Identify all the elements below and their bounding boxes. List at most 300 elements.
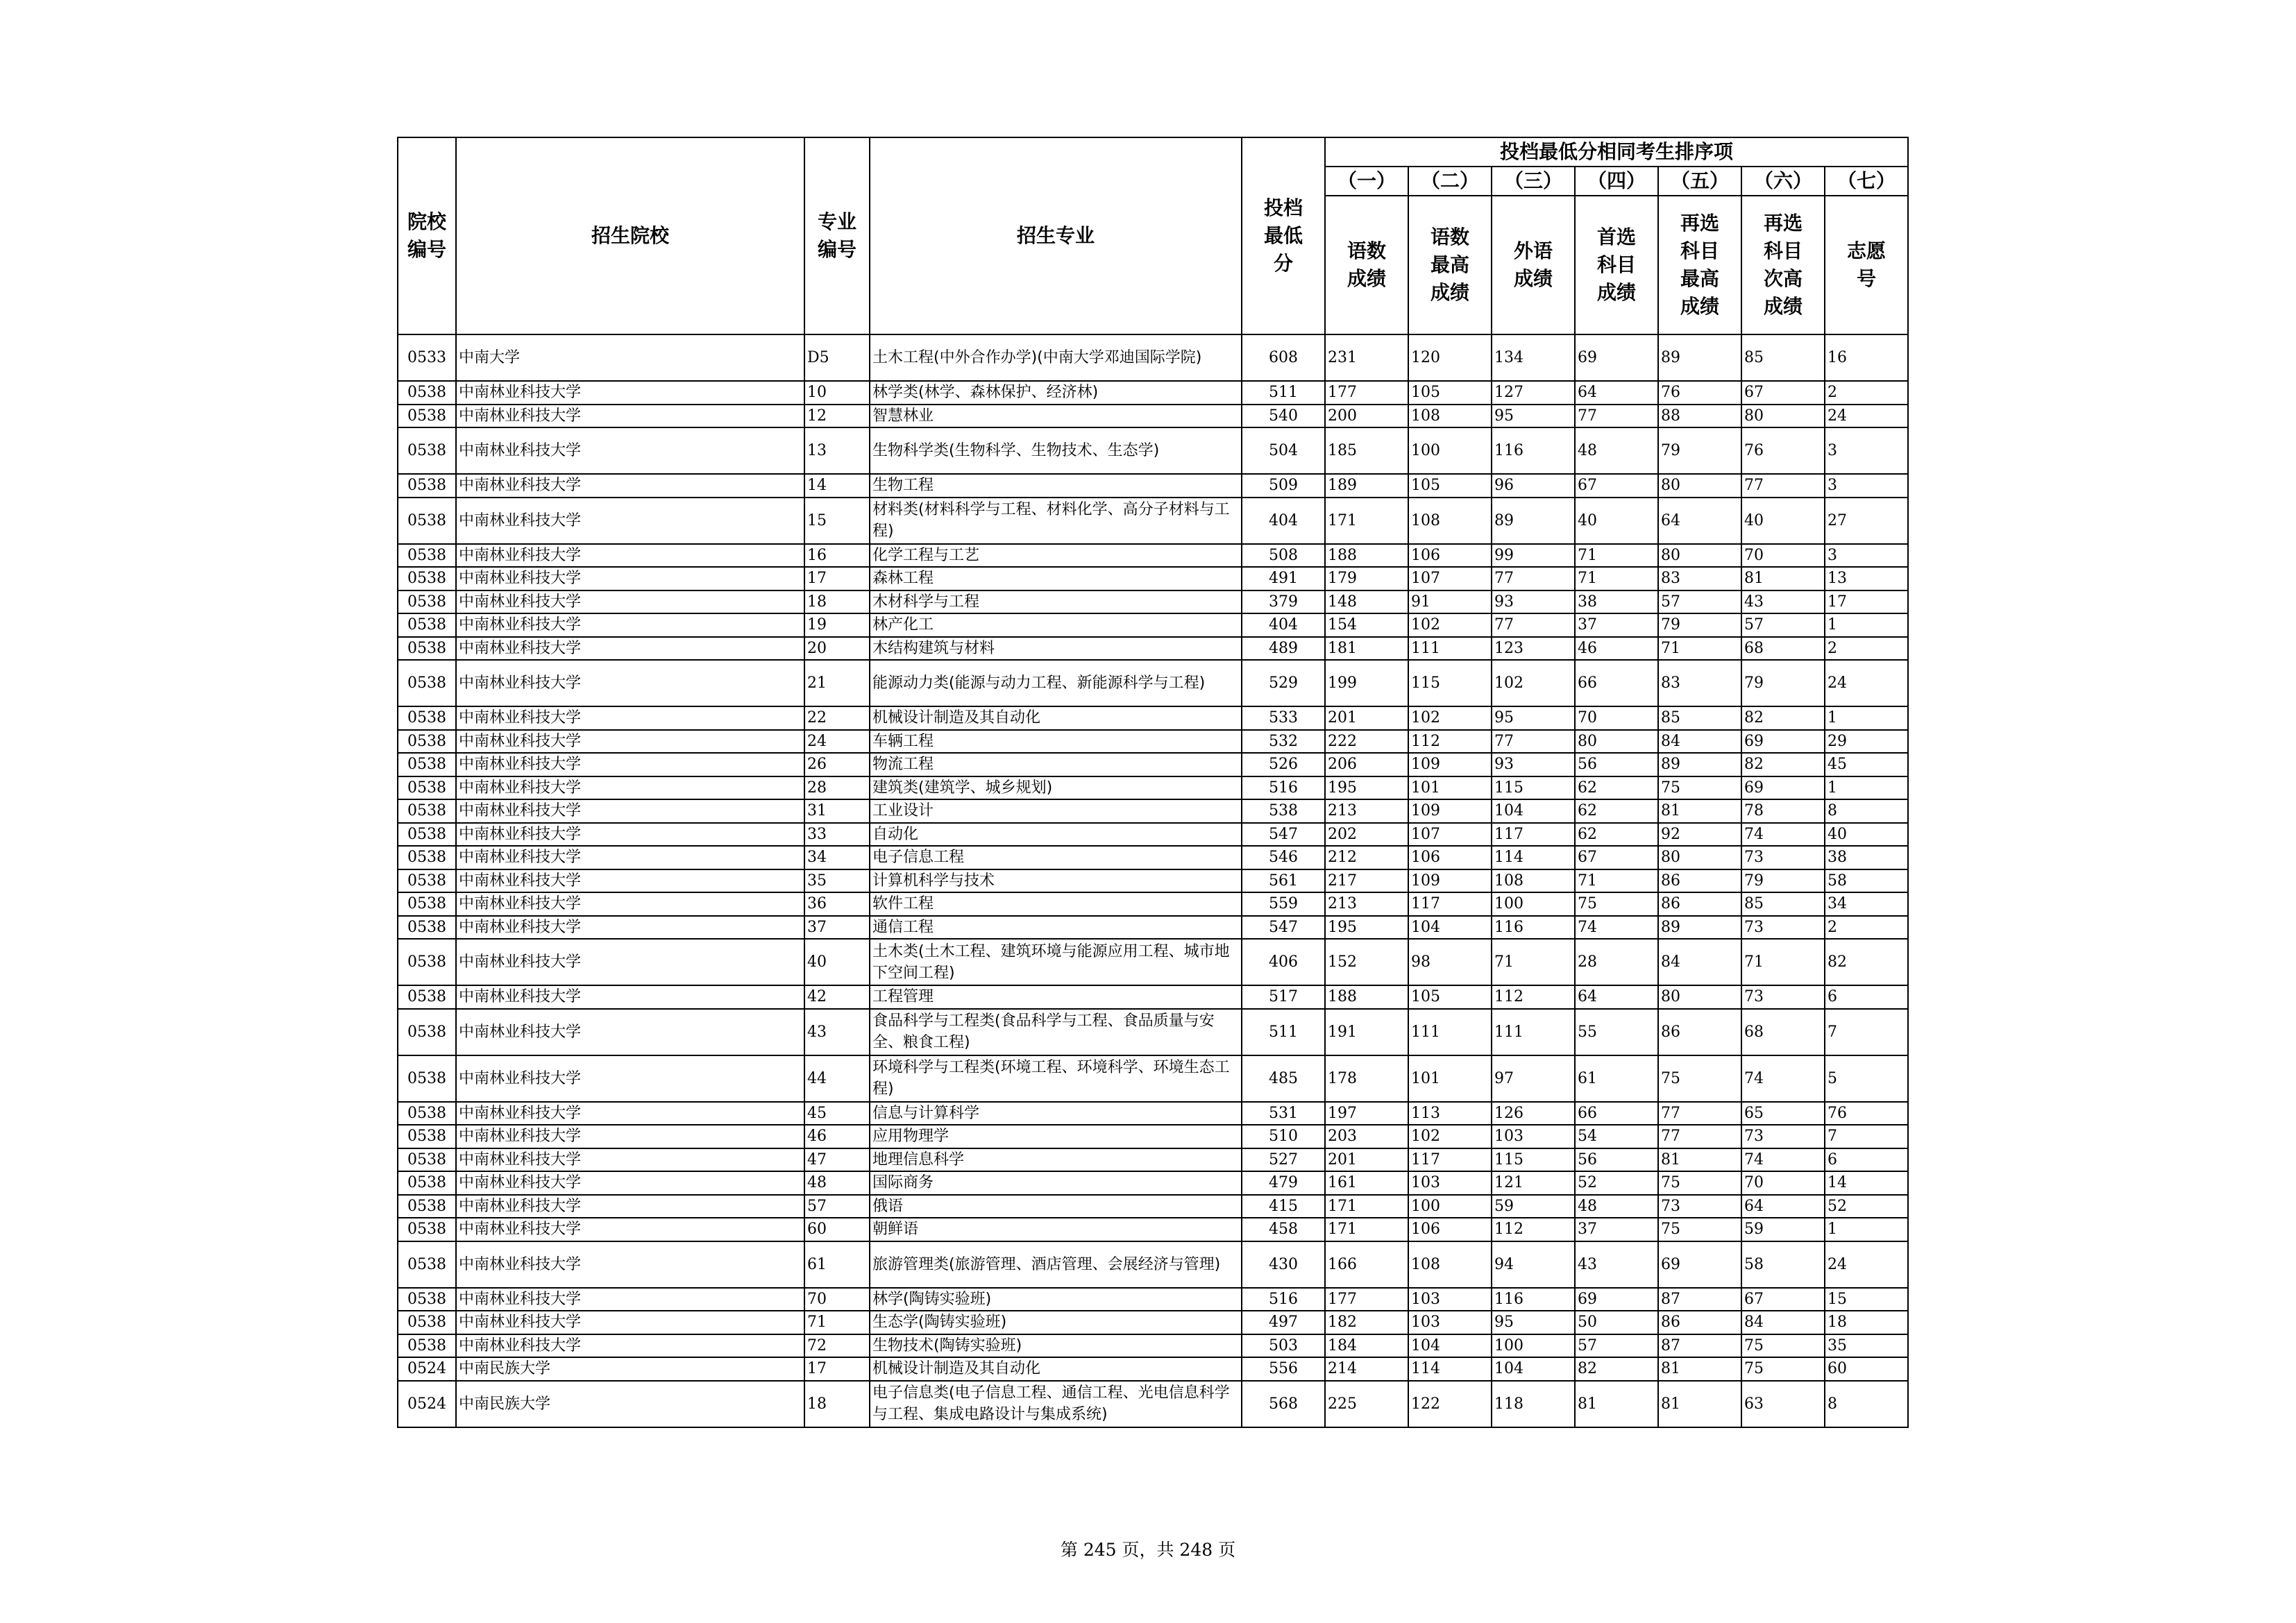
cell-score-waiyu: 108 <box>1492 869 1575 893</box>
cell-score-yushu: 203 <box>1325 1125 1408 1148</box>
cell-wish-number: 14 <box>1825 1171 1908 1195</box>
cell-score-zaixuan-max: 81 <box>1658 1357 1741 1381</box>
cell-score-yushu: 217 <box>1325 869 1408 893</box>
cell-score-waiyu: 102 <box>1492 660 1575 706</box>
cell-score-yushu: 171 <box>1325 1218 1408 1241</box>
cell-wish-number: 18 <box>1825 1311 1908 1334</box>
cell-school-code: 0538 <box>398 1241 456 1288</box>
cell-score-yushu-max: 112 <box>1408 730 1492 754</box>
cell-score-zaixuan-second: 81 <box>1741 567 1825 590</box>
cell-wish-number: 3 <box>1825 544 1908 568</box>
cell-score-yushu: 182 <box>1325 1311 1408 1334</box>
cell-min-score: 489 <box>1242 637 1325 661</box>
cell-score-yushu-max: 102 <box>1408 1125 1492 1148</box>
cell-score-shouxuan: 71 <box>1575 544 1658 568</box>
cell-score-zaixuan-max: 57 <box>1658 590 1741 614</box>
cell-school-name: 中南林业科技大学 <box>456 474 804 498</box>
cell-school-name: 中南林业科技大学 <box>456 1125 804 1148</box>
cell-score-zaixuan-second: 68 <box>1741 637 1825 661</box>
cell-score-yushu: 200 <box>1325 405 1408 428</box>
table-row <box>398 799 1908 823</box>
cell-major-code: 17 <box>804 567 870 590</box>
cell-score-shouxuan: 48 <box>1575 1195 1658 1218</box>
cell-score-waiyu: 123 <box>1492 637 1575 661</box>
cell-score-yushu: 177 <box>1325 381 1408 405</box>
cell-min-score: 547 <box>1242 916 1325 940</box>
header-tie-item: 首选科目成绩 <box>1575 196 1658 334</box>
cell-score-zaixuan-max: 84 <box>1658 730 1741 754</box>
cell-school-name: 中南林业科技大学 <box>456 498 804 544</box>
cell-score-zaixuan-max: 80 <box>1658 985 1741 1009</box>
cell-school-name: 中南林业科技大学 <box>456 1148 804 1172</box>
cell-school-code: 0538 <box>398 939 456 985</box>
cell-score-zaixuan-second: 70 <box>1741 544 1825 568</box>
cell-score-shouxuan: 81 <box>1575 1381 1658 1427</box>
cell-score-yushu-max: 103 <box>1408 1288 1492 1311</box>
cell-wish-number: 35 <box>1825 1334 1908 1358</box>
cell-school-name: 中南民族大学 <box>456 1381 804 1427</box>
cell-major-name: 林学类(林学、森林保护、经济林) <box>870 381 1242 405</box>
cell-score-shouxuan: 38 <box>1575 590 1658 614</box>
cell-wish-number: 3 <box>1825 474 1908 498</box>
table-row <box>398 939 1908 985</box>
cell-score-zaixuan-max: 77 <box>1658 1125 1741 1148</box>
cell-score-yushu-max: 105 <box>1408 474 1492 498</box>
cell-score-zaixuan-max: 75 <box>1658 776 1741 800</box>
cell-score-zaixuan-second: 70 <box>1741 1171 1825 1195</box>
cell-school-name: 中南林业科技大学 <box>456 567 804 590</box>
cell-score-zaixuan-max: 75 <box>1658 1171 1741 1195</box>
cell-score-yushu: 188 <box>1325 544 1408 568</box>
cell-score-yushu-max: 102 <box>1408 706 1492 730</box>
cell-wish-number: 24 <box>1825 1241 1908 1288</box>
cell-school-code: 0538 <box>398 1171 456 1195</box>
cell-score-yushu-max: 105 <box>1408 985 1492 1009</box>
cell-school-code: 0538 <box>398 427 456 474</box>
cell-min-score: 516 <box>1242 776 1325 800</box>
cell-score-zaixuan-second: 59 <box>1741 1218 1825 1241</box>
cell-school-code: 0538 <box>398 1195 456 1218</box>
table-row <box>398 1102 1908 1125</box>
cell-score-yushu-max: 91 <box>1408 590 1492 614</box>
cell-school-name: 中南林业科技大学 <box>456 1009 804 1055</box>
cell-wish-number: 34 <box>1825 892 1908 916</box>
cell-score-zaixuan-max: 84 <box>1658 939 1741 985</box>
cell-score-waiyu: 100 <box>1492 1334 1575 1358</box>
cell-score-yushu: 206 <box>1325 753 1408 776</box>
header-tie-item: 语数成绩 <box>1325 196 1408 334</box>
cell-score-zaixuan-max: 76 <box>1658 381 1741 405</box>
cell-min-score: 504 <box>1242 427 1325 474</box>
cell-score-zaixuan-max: 80 <box>1658 846 1741 869</box>
cell-score-waiyu: 121 <box>1492 1171 1575 1195</box>
cell-major-code: 60 <box>804 1218 870 1241</box>
cell-wish-number: 15 <box>1825 1288 1908 1311</box>
table-row <box>398 706 1908 730</box>
cell-major-code: 12 <box>804 405 870 428</box>
cell-school-name: 中南林业科技大学 <box>456 939 804 985</box>
cell-major-name: 国际商务 <box>870 1171 1242 1195</box>
cell-score-shouxuan: 69 <box>1575 1288 1658 1311</box>
cell-school-name: 中南林业科技大学 <box>456 823 804 847</box>
cell-min-score: 559 <box>1242 892 1325 916</box>
cell-score-yushu-max: 109 <box>1408 799 1492 823</box>
cell-major-code: 36 <box>804 892 870 916</box>
cell-score-zaixuan-max: 89 <box>1658 334 1741 381</box>
cell-major-name: 朝鲜语 <box>870 1218 1242 1241</box>
cell-min-score: 379 <box>1242 590 1325 614</box>
cell-score-waiyu: 97 <box>1492 1055 1575 1102</box>
cell-score-shouxuan: 67 <box>1575 846 1658 869</box>
cell-major-name: 地理信息科学 <box>870 1148 1242 1172</box>
cell-score-yushu: 179 <box>1325 567 1408 590</box>
cell-school-code: 0538 <box>398 544 456 568</box>
cell-score-zaixuan-second: 73 <box>1741 1125 1825 1148</box>
cell-score-yushu-max: 105 <box>1408 381 1492 405</box>
cell-score-yushu-max: 109 <box>1408 753 1492 776</box>
cell-score-waiyu: 126 <box>1492 1102 1575 1125</box>
cell-score-zaixuan-max: 86 <box>1658 892 1741 916</box>
cell-major-code: 61 <box>804 1241 870 1288</box>
cell-score-zaixuan-second: 68 <box>1741 1009 1825 1055</box>
cell-major-name: 智慧林业 <box>870 405 1242 428</box>
cell-score-waiyu: 59 <box>1492 1195 1575 1218</box>
cell-score-zaixuan-second: 67 <box>1741 381 1825 405</box>
cell-score-yushu-max: 108 <box>1408 498 1492 544</box>
cell-score-yushu: 189 <box>1325 474 1408 498</box>
table-row <box>398 1218 1908 1241</box>
cell-min-score: 546 <box>1242 846 1325 869</box>
cell-major-name: 林产化工 <box>870 613 1242 637</box>
cell-score-zaixuan-max: 77 <box>1658 1102 1741 1125</box>
cell-school-code: 0538 <box>398 799 456 823</box>
cell-school-code: 0538 <box>398 706 456 730</box>
cell-score-zaixuan-second: 73 <box>1741 916 1825 940</box>
cell-min-score: 508 <box>1242 544 1325 568</box>
cell-school-name: 中南林业科技大学 <box>456 799 804 823</box>
cell-school-code: 0538 <box>398 1148 456 1172</box>
table-row <box>398 1148 1908 1172</box>
cell-min-score: 538 <box>1242 799 1325 823</box>
cell-score-yushu-max: 117 <box>1408 1148 1492 1172</box>
cell-major-name: 电子信息工程 <box>870 846 1242 869</box>
cell-score-yushu: 152 <box>1325 939 1408 985</box>
cell-score-waiyu: 95 <box>1492 1311 1575 1334</box>
cell-score-zaixuan-second: 75 <box>1741 1357 1825 1381</box>
cell-wish-number: 29 <box>1825 730 1908 754</box>
cell-score-shouxuan: 75 <box>1575 892 1658 916</box>
cell-school-name: 中南林业科技大学 <box>456 1334 804 1358</box>
cell-score-waiyu: 104 <box>1492 1357 1575 1381</box>
table-row <box>398 823 1908 847</box>
cell-min-score: 497 <box>1242 1311 1325 1334</box>
cell-score-zaixuan-max: 64 <box>1658 498 1741 544</box>
cell-score-shouxuan: 56 <box>1575 753 1658 776</box>
cell-score-waiyu: 89 <box>1492 498 1575 544</box>
cell-score-shouxuan: 67 <box>1575 474 1658 498</box>
cell-school-code: 0538 <box>398 660 456 706</box>
cell-wish-number: 13 <box>1825 567 1908 590</box>
header-tie-number: （四） <box>1575 167 1658 196</box>
header-major-name: 招生专业 <box>870 137 1242 334</box>
cell-school-code: 0538 <box>398 474 456 498</box>
cell-min-score: 458 <box>1242 1218 1325 1241</box>
cell-score-waiyu: 95 <box>1492 405 1575 428</box>
cell-major-code: 22 <box>804 706 870 730</box>
cell-score-yushu-max: 108 <box>1408 1241 1492 1288</box>
header-school-code: 院校编号 <box>398 137 456 334</box>
cell-school-code: 0538 <box>398 1288 456 1311</box>
cell-school-name: 中南林业科技大学 <box>456 846 804 869</box>
cell-score-zaixuan-second: 73 <box>1741 846 1825 869</box>
cell-score-zaixuan-second: 65 <box>1741 1102 1825 1125</box>
cell-score-yushu: 197 <box>1325 1102 1408 1125</box>
cell-score-zaixuan-second: 84 <box>1741 1311 1825 1334</box>
cell-min-score: 503 <box>1242 1334 1325 1358</box>
cell-score-shouxuan: 55 <box>1575 1009 1658 1055</box>
cell-score-waiyu: 104 <box>1492 799 1575 823</box>
admission-score-table <box>397 137 1909 1428</box>
cell-score-waiyu: 112 <box>1492 985 1575 1009</box>
cell-score-shouxuan: 64 <box>1575 381 1658 405</box>
cell-score-zaixuan-max: 81 <box>1658 1148 1741 1172</box>
cell-school-name: 中南林业科技大学 <box>456 590 804 614</box>
cell-score-waiyu: 116 <box>1492 1288 1575 1311</box>
cell-score-zaixuan-second: 40 <box>1741 498 1825 544</box>
cell-min-score: 511 <box>1242 381 1325 405</box>
cell-min-score: 406 <box>1242 939 1325 985</box>
cell-major-code: 35 <box>804 869 870 893</box>
cell-school-name: 中南林业科技大学 <box>456 427 804 474</box>
cell-school-code: 0538 <box>398 381 456 405</box>
cell-score-zaixuan-second: 82 <box>1741 753 1825 776</box>
cell-score-zaixuan-max: 80 <box>1658 474 1741 498</box>
cell-score-waiyu: 115 <box>1492 776 1575 800</box>
table-row <box>398 730 1908 754</box>
cell-school-name: 中南林业科技大学 <box>456 892 804 916</box>
cell-score-waiyu: 127 <box>1492 381 1575 405</box>
table-row <box>398 1288 1908 1311</box>
cell-school-name: 中南林业科技大学 <box>456 1195 804 1218</box>
table-row <box>398 985 1908 1009</box>
header-tie-item: 志愿号 <box>1825 196 1908 334</box>
cell-score-yushu-max: 114 <box>1408 1357 1492 1381</box>
cell-school-name: 中南林业科技大学 <box>456 1241 804 1288</box>
cell-score-waiyu: 114 <box>1492 846 1575 869</box>
cell-wish-number: 1 <box>1825 706 1908 730</box>
cell-wish-number: 2 <box>1825 637 1908 661</box>
cell-score-shouxuan: 74 <box>1575 916 1658 940</box>
cell-min-score: 404 <box>1242 613 1325 637</box>
cell-score-waiyu: 99 <box>1492 544 1575 568</box>
cell-major-code: 15 <box>804 498 870 544</box>
cell-score-shouxuan: 62 <box>1575 776 1658 800</box>
table-row <box>398 1241 1908 1288</box>
cell-major-name: 车辆工程 <box>870 730 1242 754</box>
cell-major-code: 57 <box>804 1195 870 1218</box>
cell-school-name: 中南林业科技大学 <box>456 869 804 893</box>
cell-score-yushu: 231 <box>1325 334 1408 381</box>
cell-wish-number: 60 <box>1825 1357 1908 1381</box>
cell-score-yushu: 195 <box>1325 776 1408 800</box>
cell-score-yushu: 154 <box>1325 613 1408 637</box>
cell-major-code: 33 <box>804 823 870 847</box>
cell-wish-number: 7 <box>1825 1009 1908 1055</box>
cell-major-name: 通信工程 <box>870 916 1242 940</box>
cell-score-zaixuan-max: 86 <box>1658 1311 1741 1334</box>
header-tie-group: 投档最低分相同考生排序项 <box>1325 137 1908 167</box>
cell-score-yushu: 171 <box>1325 1195 1408 1218</box>
cell-wish-number: 27 <box>1825 498 1908 544</box>
cell-school-name: 中南林业科技大学 <box>456 916 804 940</box>
cell-wish-number: 8 <box>1825 1381 1908 1427</box>
cell-school-code: 0538 <box>398 1334 456 1358</box>
cell-school-name: 中南林业科技大学 <box>456 730 804 754</box>
cell-major-name: 建筑类(建筑学、城乡规划) <box>870 776 1242 800</box>
cell-wish-number: 1 <box>1825 613 1908 637</box>
cell-school-code: 0538 <box>398 823 456 847</box>
cell-major-code: 10 <box>804 381 870 405</box>
page-footer: 第 245 页，共 248 页 <box>1060 1540 1236 1560</box>
cell-score-waiyu: 93 <box>1492 753 1575 776</box>
cell-school-name: 中南林业科技大学 <box>456 1102 804 1125</box>
cell-min-score: 527 <box>1242 1148 1325 1172</box>
cell-wish-number: 58 <box>1825 869 1908 893</box>
table-row <box>398 498 1908 544</box>
cell-score-shouxuan: 40 <box>1575 498 1658 544</box>
cell-score-zaixuan-max: 89 <box>1658 916 1741 940</box>
table-row <box>398 1125 1908 1148</box>
cell-score-yushu-max: 103 <box>1408 1171 1492 1195</box>
header-tie-item: 再选科目最高成绩 <box>1658 196 1741 334</box>
cell-school-name: 中南林业科技大学 <box>456 381 804 405</box>
cell-wish-number: 45 <box>1825 753 1908 776</box>
cell-major-name: 计算机科学与技术 <box>870 869 1242 893</box>
table-row <box>398 1009 1908 1055</box>
cell-score-zaixuan-second: 74 <box>1741 823 1825 847</box>
cell-major-code: 31 <box>804 799 870 823</box>
cell-score-zaixuan-second: 69 <box>1741 730 1825 754</box>
cell-major-name: 环境科学与工程类(环境工程、环境科学、环境生态工程) <box>870 1055 1242 1102</box>
cell-major-code: 14 <box>804 474 870 498</box>
cell-score-yushu: 213 <box>1325 799 1408 823</box>
cell-major-code: 13 <box>804 427 870 474</box>
header-min-score: 投档最低分 <box>1242 137 1325 334</box>
table-row <box>398 334 1908 381</box>
cell-school-code: 0538 <box>398 637 456 661</box>
table-row <box>398 637 1908 661</box>
cell-school-code: 0538 <box>398 985 456 1009</box>
cell-score-yushu-max: 102 <box>1408 613 1492 637</box>
cell-score-shouxuan: 66 <box>1575 660 1658 706</box>
cell-score-zaixuan-max: 73 <box>1658 1195 1741 1218</box>
cell-min-score: 547 <box>1242 823 1325 847</box>
table-row <box>398 544 1908 568</box>
cell-major-name: 信息与计算科学 <box>870 1102 1242 1125</box>
cell-score-zaixuan-second: 80 <box>1741 405 1825 428</box>
cell-score-zaixuan-second: 67 <box>1741 1288 1825 1311</box>
cell-score-zaixuan-max: 80 <box>1658 544 1741 568</box>
cell-school-code: 0538 <box>398 776 456 800</box>
cell-school-name: 中南林业科技大学 <box>456 1055 804 1102</box>
table-row <box>398 613 1908 637</box>
cell-major-name: 生物工程 <box>870 474 1242 498</box>
cell-score-shouxuan: 66 <box>1575 1102 1658 1125</box>
cell-min-score: 415 <box>1242 1195 1325 1218</box>
cell-score-zaixuan-second: 79 <box>1741 660 1825 706</box>
cell-score-waiyu: 103 <box>1492 1125 1575 1148</box>
cell-score-zaixuan-max: 86 <box>1658 1009 1741 1055</box>
cell-score-zaixuan-max: 87 <box>1658 1288 1741 1311</box>
cell-score-shouxuan: 37 <box>1575 613 1658 637</box>
cell-score-zaixuan-second: 71 <box>1741 939 1825 985</box>
cell-major-code: 16 <box>804 544 870 568</box>
cell-school-code: 0538 <box>398 753 456 776</box>
cell-score-yushu-max: 120 <box>1408 334 1492 381</box>
cell-score-zaixuan-second: 63 <box>1741 1381 1825 1427</box>
cell-score-zaixuan-second: 73 <box>1741 985 1825 1009</box>
cell-score-zaixuan-second: 76 <box>1741 427 1825 474</box>
cell-school-name: 中南林业科技大学 <box>456 637 804 661</box>
table-row <box>398 892 1908 916</box>
cell-major-code: 17 <box>804 1357 870 1381</box>
cell-min-score: 479 <box>1242 1171 1325 1195</box>
cell-score-zaixuan-second: 58 <box>1741 1241 1825 1288</box>
table-row <box>398 1357 1908 1381</box>
cell-major-code: 21 <box>804 660 870 706</box>
cell-major-name: 工程管理 <box>870 985 1242 1009</box>
cell-major-code: D5 <box>804 334 870 381</box>
cell-score-yushu-max: 104 <box>1408 916 1492 940</box>
cell-score-shouxuan: 82 <box>1575 1357 1658 1381</box>
cell-score-yushu-max: 101 <box>1408 776 1492 800</box>
cell-major-code: 72 <box>804 1334 870 1358</box>
cell-major-code: 26 <box>804 753 870 776</box>
cell-min-score: 533 <box>1242 706 1325 730</box>
cell-wish-number: 2 <box>1825 381 1908 405</box>
cell-score-waiyu: 71 <box>1492 939 1575 985</box>
cell-school-name: 中南林业科技大学 <box>456 706 804 730</box>
cell-major-name: 物流工程 <box>870 753 1242 776</box>
cell-major-code: 43 <box>804 1009 870 1055</box>
cell-score-yushu: 201 <box>1325 706 1408 730</box>
cell-score-zaixuan-max: 79 <box>1658 613 1741 637</box>
cell-wish-number: 24 <box>1825 660 1908 706</box>
cell-score-zaixuan-max: 92 <box>1658 823 1741 847</box>
cell-major-name: 自动化 <box>870 823 1242 847</box>
cell-score-yushu-max: 109 <box>1408 869 1492 893</box>
cell-major-name: 化学工程与工艺 <box>870 544 1242 568</box>
cell-major-code: 24 <box>804 730 870 754</box>
cell-score-shouxuan: 54 <box>1575 1125 1658 1148</box>
cell-score-zaixuan-max: 83 <box>1658 660 1741 706</box>
cell-score-zaixuan-second: 85 <box>1741 334 1825 381</box>
cell-school-code: 0538 <box>398 1311 456 1334</box>
cell-major-code: 42 <box>804 985 870 1009</box>
cell-wish-number: 40 <box>1825 823 1908 847</box>
cell-score-shouxuan: 46 <box>1575 637 1658 661</box>
table-row <box>398 753 1908 776</box>
cell-major-code: 46 <box>804 1125 870 1148</box>
cell-score-waiyu: 77 <box>1492 613 1575 637</box>
cell-score-yushu: 191 <box>1325 1009 1408 1055</box>
table-row <box>398 567 1908 590</box>
cell-score-yushu-max: 108 <box>1408 405 1492 428</box>
cell-score-zaixuan-max: 81 <box>1658 1381 1741 1427</box>
cell-score-yushu: 225 <box>1325 1381 1408 1427</box>
cell-major-code: 48 <box>804 1171 870 1195</box>
cell-score-yushu-max: 106 <box>1408 1218 1492 1241</box>
